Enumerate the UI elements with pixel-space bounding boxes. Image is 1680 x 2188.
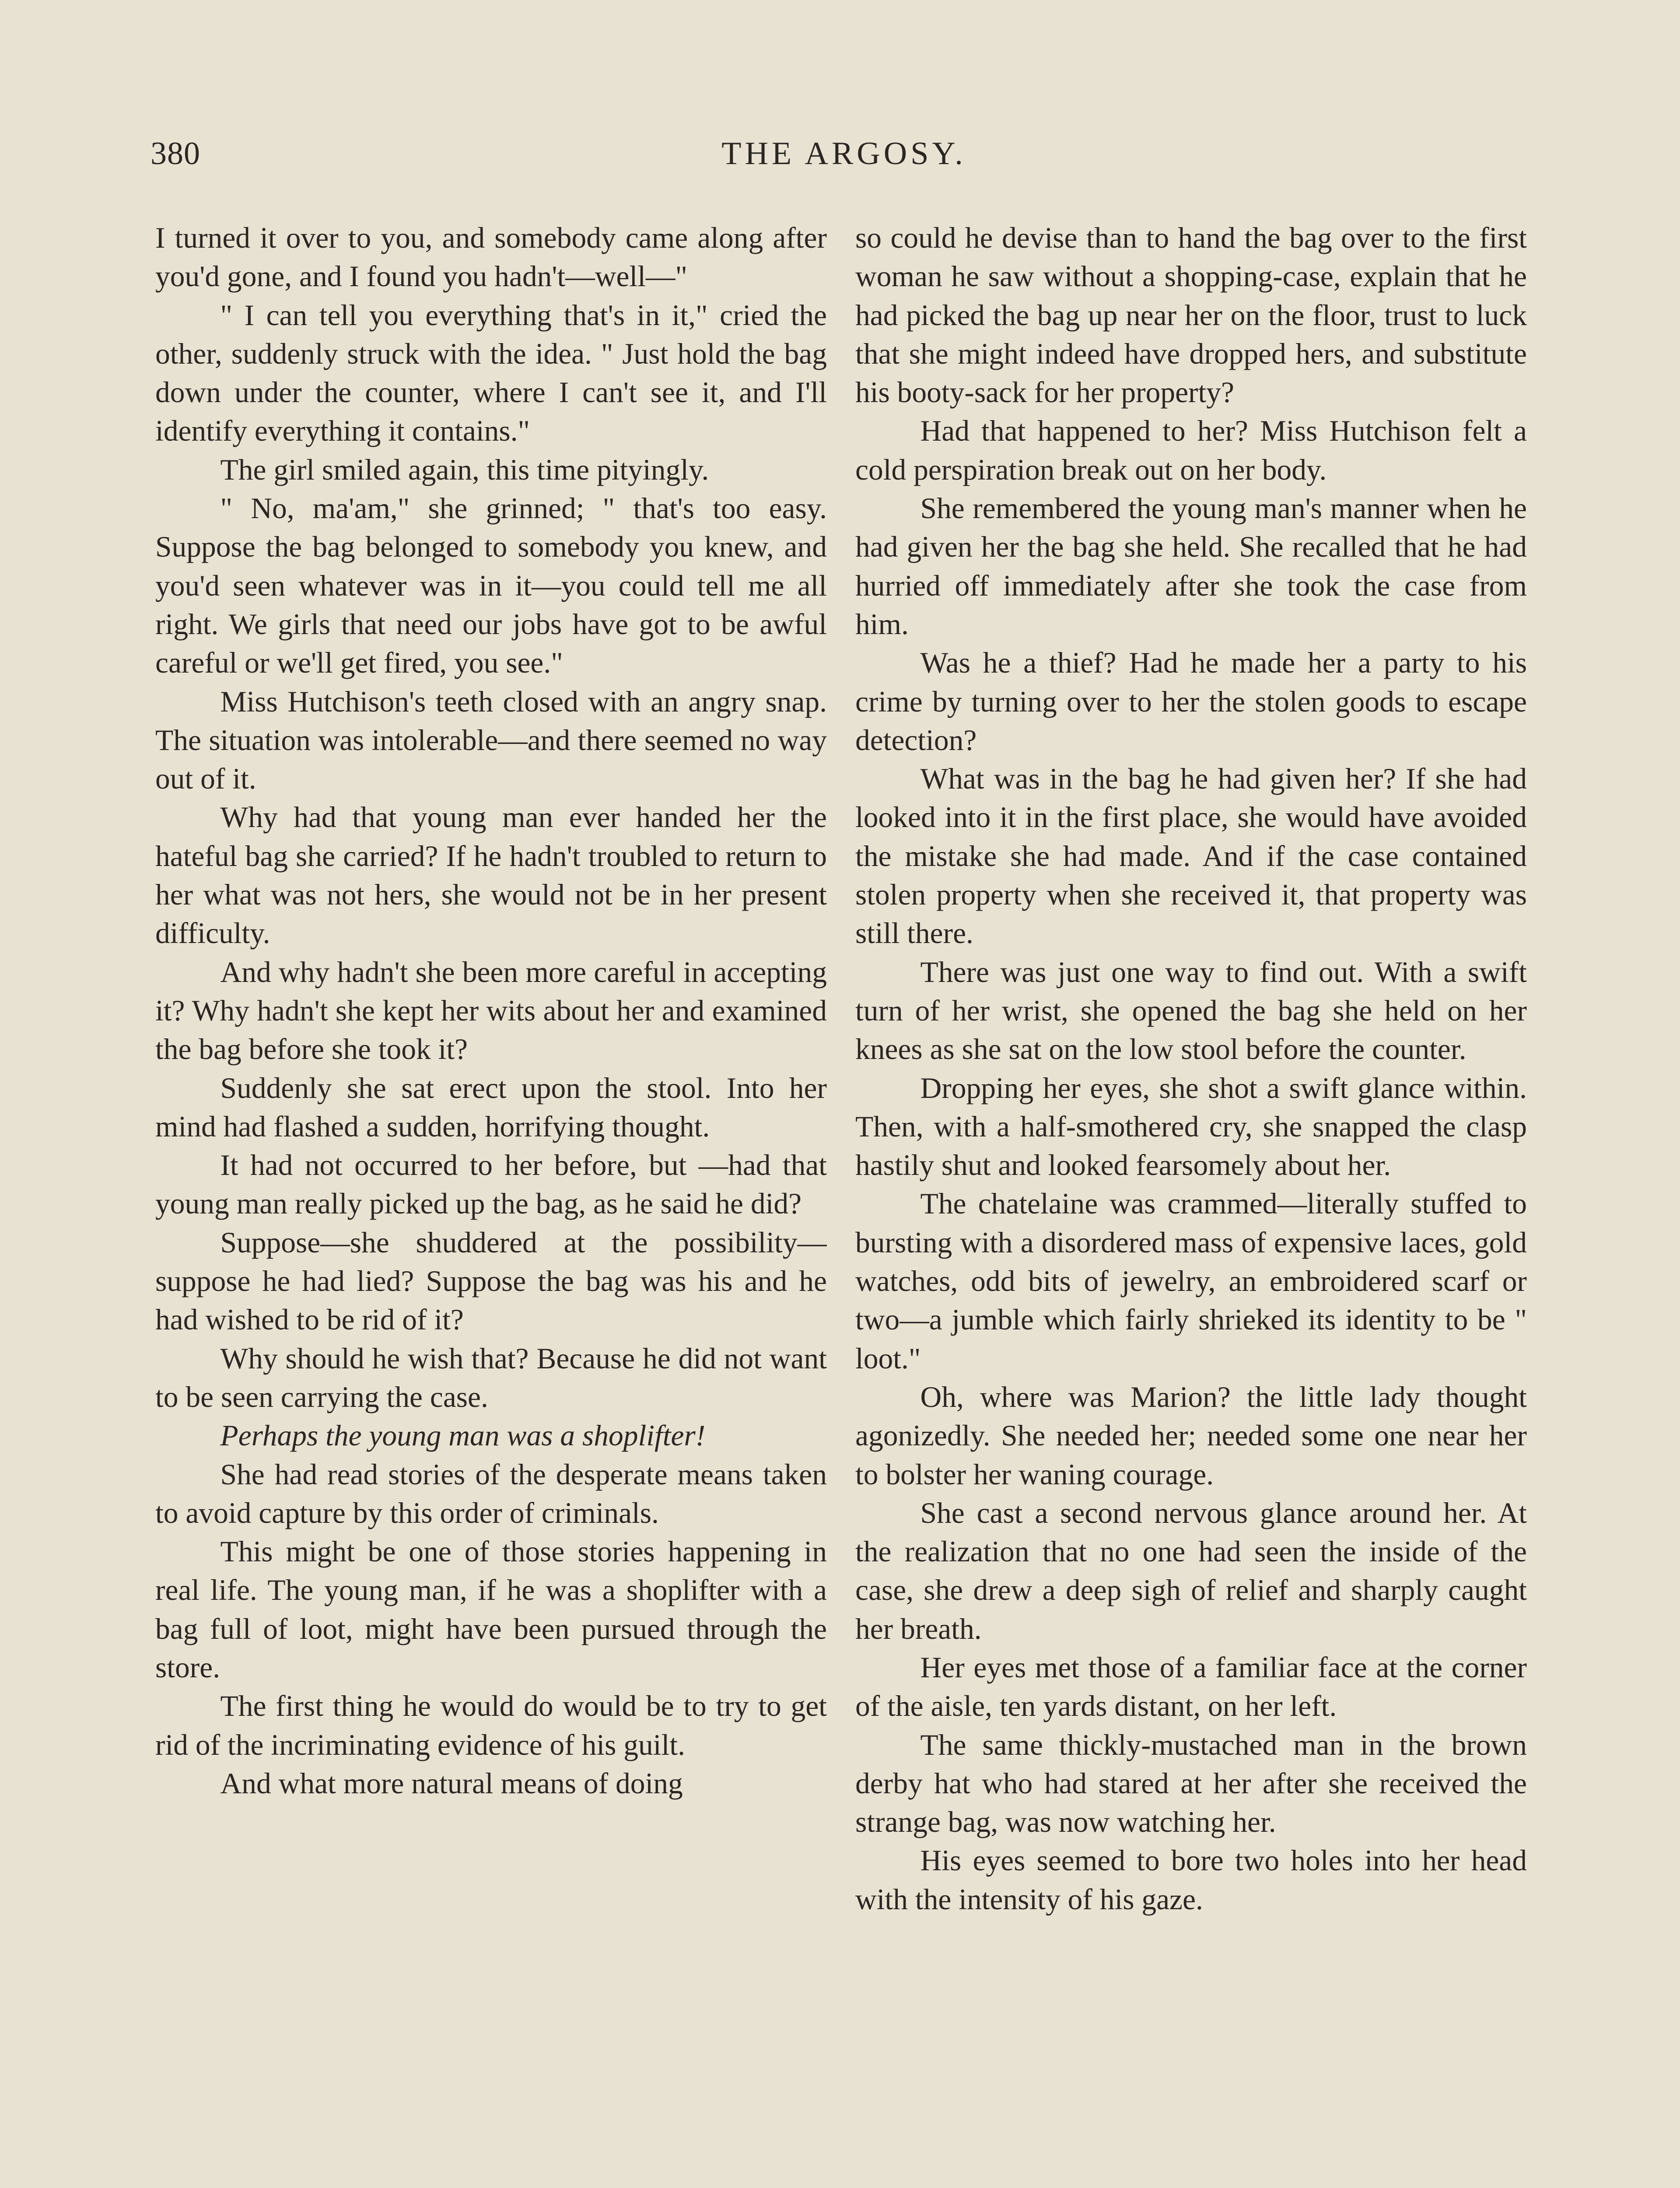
paragraph: And why hadn't she been more careful in accepting it? Why hadn't she kept her wits about her and examined the bag before she took it?	[155, 955, 827, 1066]
paragraph: Miss Hutchison's teeth closed with an angry snap. The situation was intolerable—and there seemed no way out of it.	[155, 685, 827, 796]
page-header	[150, 130, 1537, 178]
paragraph: Suddenly she sat erect upon the stool. Into her mind had flashed a sudden, horrifying thought.	[155, 1071, 827, 1143]
paragraph: The chatelaine was crammed—literally stuffed to bursting with a disordered mass of expensive laces, gold watches, odd bits of jewelry, an embroidered scarf or two—a jumble which fairly shrieked its identity to be " loot."	[855, 1187, 1527, 1375]
paragraph: She cast a second nervous glance around her. At the realization that no one had seen the inside of the case, she drew a deep sigh of relief and sharply caught her breath.	[855, 1496, 1527, 1645]
paragraph: so could he devise than to hand the bag over to the first woman he saw without a shopping-case, explain that he had picked the bag up near her on the floor, trust to luck that she might indeed have dropped hers, and substitute his booty-sack for her property?	[855, 221, 1527, 409]
running-head: THE ARGOSY.	[721, 136, 966, 172]
paragraph: " I can tell you everything that's in it," cried the other, suddenly struck with the idea. " Just hold the bag down under the counter, where I can't see it, and I'll identify everything it contains."	[155, 298, 827, 448]
paragraph: Her eyes met those of a familiar face at the corner of the aisle, ten yards distant, on her left.	[855, 1651, 1527, 1723]
paragraph: The girl smiled again, this time pityingly.	[220, 453, 709, 486]
paragraph: It had not occurred to her before, but —had that young man really picked up the bag, as he said he did?	[155, 1149, 827, 1220]
right-column	[855, 219, 1527, 2188]
paragraph: This might be one of those stories happening in real life. The young man, if he was a shoplifter with a bag full of loot, might have been pursued through the store.	[155, 1535, 827, 1684]
paragraph: The same thickly-mustached man in the brown derby hat who had stared at her after she received the strange bag, was now watching her.	[855, 1728, 1527, 1839]
left-column	[155, 219, 827, 2188]
paragraph: Suppose—she shuddered at the possibility—suppose he had lied? Suppose the bag was his and he had wished to be rid of it?	[155, 1226, 827, 1336]
paragraph: And what more natural means of doing	[220, 1767, 683, 1800]
paragraph: There was just one way to find out. With a swift turn of her wrist, she opened the bag she held on her knees as she sat on the low stool before the counter.	[855, 955, 1527, 1066]
paragraph: Why had that young man ever handed her the hateful bag she carried? If he hadn't troubled to return to her what was not hers, she would not be in her present difficulty.	[155, 801, 827, 950]
paragraph: What was in the bag he had given her? If she had looked into it in the first place, she would have avoided the mistake she had made. And if the case contained stolen property when she received it, that property was still there.	[855, 762, 1527, 950]
paragraph: Perhaps the young man was a shoplifter!	[220, 1419, 706, 1452]
paragraph: Was he a thief? Had he made her a party to his crime by turning over to her the stolen goods to escape detection?	[855, 646, 1527, 757]
paragraph: Oh, where was Marion? the little lady thought agonizedly. She needed her; needed some one near her to bolster her waning courage.	[855, 1380, 1527, 1491]
paragraph: She remembered the young man's manner when he had given her the bag she held. She recalled that he had hurried off immediately after she took the case from him.	[855, 492, 1527, 641]
paragraph: Dropping her eyes, she shot a swift glance within. Then, with a half-smothered cry, she snapped the clasp hastily shut and looked fearsomely about her.	[855, 1071, 1527, 1182]
paragraph: The first thing he would do would be to try to get rid of the incriminating evidence of his guilt.	[155, 1690, 827, 1761]
paragraph: Why should he wish that? Because he did not want to be seen carrying the case.	[155, 1342, 827, 1413]
page-number: 380	[150, 136, 200, 172]
paragraph: Had that happened to her? Miss Hutchison felt a cold perspiration break out on her body.	[855, 414, 1527, 486]
paragraph: She had read stories of the desperate means taken to avoid capture by this order of criminals.	[155, 1458, 827, 1529]
paragraph: " No, ma'am," she grinned; " that's too easy. Suppose the bag belonged to somebody you knew, and you'd seen whatever was in it—you could tell me all right. We girls that need our jobs have got to be awful careful or we'll get fired, you see."	[155, 492, 827, 680]
paragraph: His eyes seemed to bore two holes into her head with the intensity of his gaze.	[855, 1844, 1527, 1916]
paragraph: I turned it over to you, and somebody came along after you'd gone, and I found you hadn't—well—"	[155, 221, 827, 293]
